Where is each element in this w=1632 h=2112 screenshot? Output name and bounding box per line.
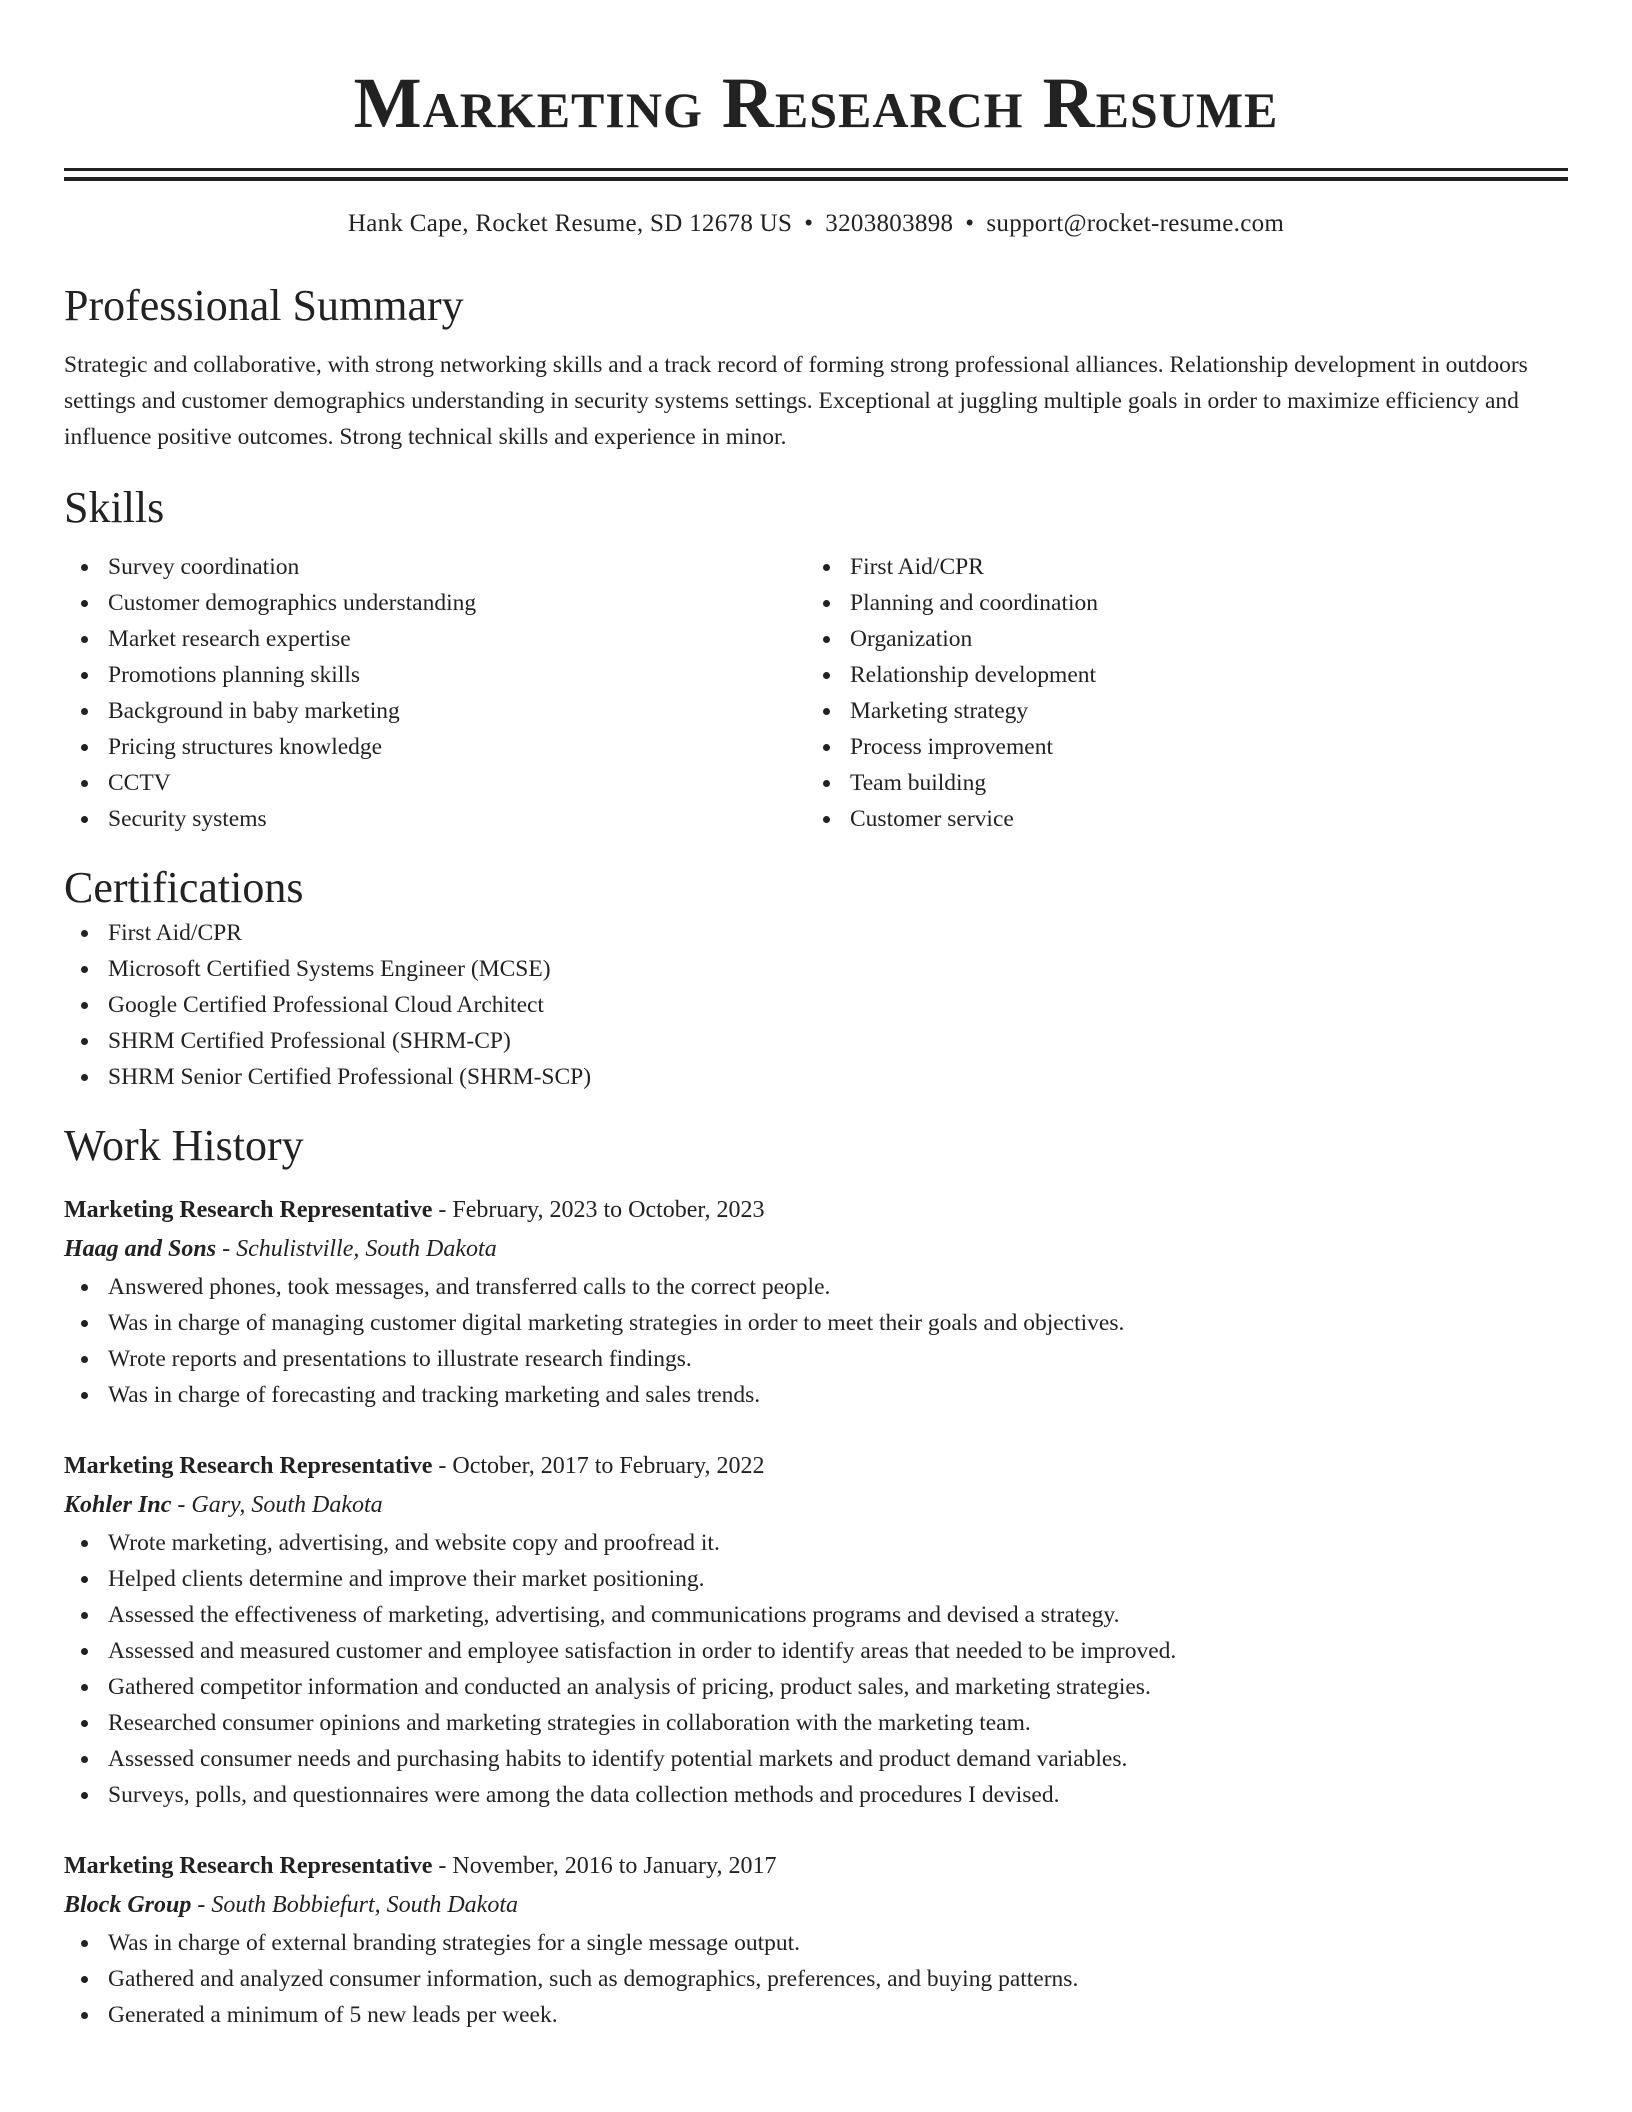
company-location: Schulistville, South Dakota [236,1236,497,1262]
skill-item: Team building [806,765,1548,801]
job-duty-item: Was in charge of managing customer digital marketing strategies in order to meet their goals and objectives. [64,1305,1568,1341]
job-title: Marketing Research Representative [64,1853,433,1879]
job-duties-list [64,1525,1568,1813]
job-dates: October, 2017 to February, 2022 [452,1453,765,1479]
job-duty-item: Assessed consumer needs and purchasing habits to identify potential markets and product demand variables. [64,1741,1568,1777]
skill-item: Security systems [64,801,806,837]
skill-item: First Aid/CPR [806,549,1548,585]
skill-item: Process improvement [806,729,1548,765]
company-name: Kohler Inc [64,1492,172,1518]
skill-item: Organization [806,621,1548,657]
title-divider-top [64,168,1568,171]
contact-address: Hank Cape, Rocket Resume, SD 12678 US [347,210,793,237]
job-duty-item: Assessed and measured customer and employee satisfaction in order to identify areas that needed to be improved. [64,1633,1568,1669]
job-title: Marketing Research Representative [64,1453,433,1479]
skill-item: Promotions planning skills [64,657,806,693]
job-duty-item: Gathered competitor information and conducted an analysis of pricing, product sales, and marketing strategies. [64,1669,1568,1705]
skill-item: Background in baby marketing [64,693,806,729]
job-duty-item: Wrote reports and presentations to illustrate research findings. [64,1341,1568,1377]
title-divider-bottom [64,177,1568,181]
summary-heading: Professional Summary [64,281,464,330]
job-duty-item: Was in charge of external branding strategies for a single message output. [64,1925,1568,1961]
resume-page [64,0,1568,2033]
job-duty-item: Assessed the effectiveness of marketing, advertising, and communications programs and devised a strategy. [64,1597,1568,1633]
job-title-line: Marketing Research Representative - February, 2023 to October, 2023 [64,1197,765,1223]
contact-email: support@rocket-resume.com [986,210,1285,237]
job-entry [64,1847,1568,2033]
job-entry [64,1191,1568,1413]
skill-item: Customer demographics understanding [64,585,806,621]
job-duty-item: Helped clients determine and improve their market positioning. [64,1561,1568,1597]
skills-list-left [64,549,806,837]
job-duty-item: Generated a minimum of 5 new leads per week. [64,1997,1568,2033]
company-line: Kohler Inc - Gary, South Dakota [64,1492,383,1518]
contact-phone: 3203803898 [825,210,954,237]
company-location: South Bobbiefurt, South Dakota [211,1892,519,1918]
contact-line [64,207,1568,241]
job-title-line: Marketing Research Representative - November, 2016 to January, 2017 [64,1853,777,1879]
skill-item: Market research expertise [64,621,806,657]
job-duties-list [64,1925,1568,2033]
job-dates: February, 2023 to October, 2023 [452,1197,765,1223]
certification-item: SHRM Senior Certified Professional (SHRM-SCP) [64,1059,1568,1095]
job-duty-item: Wrote marketing, advertising, and website copy and proofread it. [64,1525,1568,1561]
job-duty-item: Surveys, polls, and questionnaires were among the data collection methods and procedures I devised. [64,1777,1568,1813]
job-dates: November, 2016 to January, 2017 [452,1853,777,1879]
job-title: Marketing Research Representative [64,1197,433,1223]
job-entry [64,1447,1568,1813]
company-line: Haag and Sons - Schulistville, South Dakota [64,1236,497,1262]
skills-column-right [806,549,1548,837]
skills-heading: Skills [64,483,165,532]
company-location: Gary, South Dakota [191,1492,383,1518]
skill-item: Pricing structures knowledge [64,729,806,765]
job-title-line: Marketing Research Representative - October, 2017 to February, 2022 [64,1453,765,1479]
certification-item: SHRM Certified Professional (SHRM-CP) [64,1023,1568,1059]
certification-item: Google Certified Professional Cloud Architect [64,987,1568,1023]
company-line: Block Group - South Bobbiefurt, South Dakota [64,1892,519,1918]
skill-item: Survey coordination [64,549,806,585]
certification-item: Microsoft Certified Systems Engineer (MCSE) [64,951,1568,987]
certification-item: First Aid/CPR [64,915,1568,951]
summary-text: Strategic and collaborative, with strong networking skills and a track record of forming strong professional alliances. Relationship development in outdoors settings and customer demographics understanding in security systems settings. Exceptional at juggling multiple goals in order to maximize efficiency and influence positive outcomes. Strong technical skills and experience in minor. [64,352,1528,450]
skill-item: Planning and coordination [806,585,1548,621]
job-duties-list [64,1269,1568,1413]
skills-list-right [806,549,1548,837]
company-name: Block Group [64,1892,192,1918]
skills-columns [64,549,1568,837]
skill-item: CCTV [64,765,806,801]
skill-item: Relationship development [806,657,1548,693]
job-duty-item: Gathered and analyzed consumer information, such as demographics, preferences, and buying patterns. [64,1961,1568,1997]
work-history-heading: Work History [64,1121,304,1170]
job-duty-item: Was in charge of forecasting and tracking marketing and sales trends. [64,1377,1568,1413]
skills-column-left [64,549,806,837]
skill-item: Customer service [806,801,1548,837]
resume-title: Marketing Research Resume [353,63,1279,143]
job-duty-item: Researched consumer opinions and marketing strategies in collaboration with the marketing team. [64,1705,1568,1741]
skill-item: Marketing strategy [806,693,1548,729]
certifications-list [64,915,1568,1095]
job-duty-item: Answered phones, took messages, and transferred calls to the correct people. [64,1269,1568,1305]
certifications-heading: Certifications [64,863,304,912]
contact-separator: • [965,210,975,237]
company-name: Haag and Sons [64,1236,217,1262]
contact-separator: • [804,210,814,237]
